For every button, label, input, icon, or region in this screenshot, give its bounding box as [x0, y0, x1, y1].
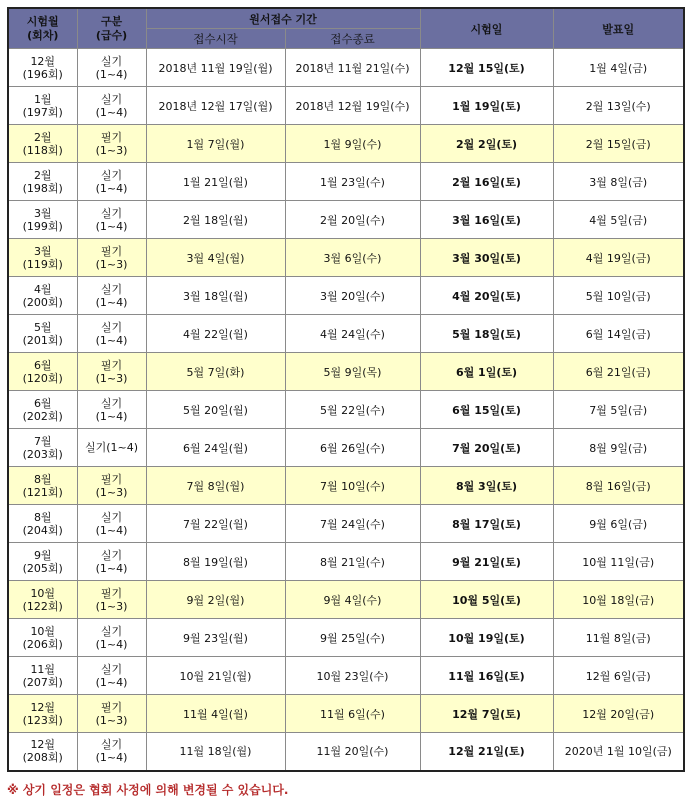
category-cell — [77, 733, 146, 771]
category: 실기 — [100, 662, 123, 676]
result-date-cell — [553, 695, 684, 733]
grade: (1~4) — [95, 637, 128, 651]
start-date: 11월 18일(월) — [179, 745, 252, 759]
start-date-cell — [146, 87, 285, 125]
month: 2월 — [33, 168, 52, 182]
table-row — [8, 619, 684, 657]
grade: (1~4) — [95, 105, 128, 119]
end-date: 1월 23일(수) — [320, 175, 385, 189]
end-date-cell — [285, 733, 420, 771]
category: 필기 — [100, 700, 123, 714]
start-date-cell — [146, 733, 285, 771]
grade: (1~3) — [95, 257, 128, 271]
table-row — [8, 581, 684, 619]
table-row — [8, 429, 684, 467]
table-row — [8, 201, 684, 239]
category-cell — [77, 467, 146, 505]
category-cell — [77, 163, 146, 201]
result-date: 4월 19일(금) — [585, 251, 651, 265]
end-date-cell — [285, 429, 420, 467]
session-cell — [8, 87, 77, 125]
month: 7월 — [33, 434, 52, 448]
exam-date-cell — [420, 657, 553, 695]
table-row — [8, 125, 684, 163]
category: 실기 — [100, 206, 123, 220]
exam-date: 9월 21일(토) — [452, 555, 521, 569]
month: 1월 — [33, 92, 52, 106]
result-date-cell — [553, 581, 684, 619]
grade: (1~4) — [95, 751, 128, 765]
end-date-cell — [285, 49, 420, 87]
start-date: 3월 4일(월) — [186, 251, 245, 265]
month: 10월 — [30, 586, 56, 600]
session-cell — [8, 619, 77, 657]
grade: (1~4) — [95, 523, 128, 537]
end-date-cell — [285, 315, 420, 353]
start-date: 11월 4일(월) — [183, 707, 248, 721]
grade: (1~3) — [95, 599, 128, 613]
header-result-date: 발표일 — [553, 8, 684, 49]
round: (205회) — [22, 561, 63, 575]
start-date: 2018년 12월 17일(월) — [158, 99, 273, 113]
footnote: ※ 상기 일정은 협회 사정에 의해 변경될 수 있습니다. — [7, 783, 289, 797]
grade: (1~4) — [95, 181, 128, 195]
table-row — [8, 49, 684, 87]
round: (118회) — [22, 143, 63, 157]
end-date: 5월 22일(수) — [320, 403, 385, 417]
round: (196회) — [22, 67, 63, 81]
month: 8월 — [33, 510, 52, 524]
exam-date: 11월 16일(토) — [448, 669, 525, 683]
schedule-body — [8, 49, 684, 771]
end-date-cell — [285, 391, 420, 429]
category: 실기 — [100, 320, 123, 334]
exam-date: 5월 18일(토) — [452, 327, 521, 341]
end-date: 11월 20일(수) — [316, 745, 389, 759]
exam-date-cell — [420, 315, 553, 353]
start-date-cell — [146, 353, 285, 391]
grade: (1~3) — [95, 143, 128, 157]
round: (207회) — [22, 675, 63, 689]
start-date-cell — [146, 581, 285, 619]
grade: (1~3) — [95, 371, 128, 385]
month: 6월 — [33, 396, 52, 410]
month: 6월 — [33, 358, 52, 372]
result-date-cell — [553, 201, 684, 239]
exam-date-cell — [420, 733, 553, 771]
end-date-cell — [285, 277, 420, 315]
round: (197회) — [22, 105, 63, 119]
start-date: 2018년 11월 19일(월) — [158, 61, 273, 75]
start-date-cell — [146, 201, 285, 239]
category-cell — [77, 391, 146, 429]
exam-date: 3월 30일(토) — [452, 251, 521, 265]
category-cell — [77, 201, 146, 239]
exam-date-cell — [420, 543, 553, 581]
end-date: 9월 25일(수) — [320, 631, 385, 645]
result-date: 6월 14일(금) — [585, 327, 651, 341]
category-cell — [77, 695, 146, 733]
result-date: 8월 9일(금) — [589, 441, 648, 455]
result-date-cell — [553, 505, 684, 543]
table-row — [8, 391, 684, 429]
round: (119회) — [22, 257, 63, 271]
exam-date-cell — [420, 87, 553, 125]
session-cell — [8, 695, 77, 733]
exam-date-cell — [420, 353, 553, 391]
end-date: 10월 23일(수) — [316, 669, 389, 683]
exam-date-cell — [420, 239, 553, 277]
grade: (1~4) — [95, 409, 128, 423]
exam-date-cell — [420, 201, 553, 239]
category-cell — [77, 429, 146, 467]
category: 실기 — [100, 54, 123, 68]
start-date: 1월 21일(월) — [183, 175, 248, 189]
session-cell — [8, 467, 77, 505]
month: 3월 — [33, 206, 52, 220]
start-date: 5월 20일(월) — [183, 403, 248, 417]
session-cell — [8, 429, 77, 467]
start-date-cell — [146, 429, 285, 467]
end-date: 5월 9일(목) — [323, 365, 382, 379]
result-date: 9월 6일(금) — [589, 517, 648, 531]
round: (120회) — [22, 371, 63, 385]
exam-date: 2월 16일(토) — [452, 175, 521, 189]
start-date: 9월 2일(월) — [186, 593, 245, 607]
grade: (1~4) — [95, 675, 128, 689]
result-date: 6월 21일(금) — [585, 365, 651, 379]
month: 8월 — [33, 472, 52, 486]
exam-date: 12월 15일(토) — [448, 61, 525, 75]
session-cell — [8, 49, 77, 87]
result-date: 7월 5일(금) — [589, 403, 648, 417]
result-date: 4월 5일(금) — [589, 213, 648, 227]
exam-date-cell — [420, 581, 553, 619]
category: 실기(1~4) — [84, 441, 139, 454]
session-cell — [8, 163, 77, 201]
start-date-cell — [146, 125, 285, 163]
result-date: 3월 8일(금) — [589, 175, 648, 189]
end-date: 6월 26일(수) — [320, 441, 385, 455]
end-date: 11월 6일(수) — [320, 707, 385, 721]
exam-schedule-table — [7, 7, 685, 772]
start-date-cell — [146, 239, 285, 277]
result-date-cell — [553, 49, 684, 87]
category-cell — [77, 277, 146, 315]
result-date-cell — [553, 733, 684, 771]
round: (200회) — [22, 295, 63, 309]
exam-date-cell — [420, 695, 553, 733]
start-date-cell — [146, 163, 285, 201]
category-cell — [77, 125, 146, 163]
start-date: 10월 21일(월) — [179, 669, 252, 683]
exam-date-cell — [420, 429, 553, 467]
start-date: 9월 23일(월) — [183, 631, 248, 645]
round: (122회) — [22, 599, 63, 613]
end-date: 2018년 12월 19일(수) — [295, 99, 410, 113]
session-cell — [8, 505, 77, 543]
result-date-cell — [553, 391, 684, 429]
category: 필기 — [100, 244, 123, 258]
exam-date: 12월 7일(토) — [452, 707, 521, 721]
round: (204회) — [22, 523, 63, 537]
start-date: 7월 22일(월) — [183, 517, 248, 531]
table-row — [8, 505, 684, 543]
end-date-cell — [285, 657, 420, 695]
result-date: 10월 18일(금) — [582, 593, 655, 607]
header-session: 시험월 (회차) — [8, 8, 77, 49]
session-cell — [8, 657, 77, 695]
header-application-end: 접수종료 — [285, 29, 420, 49]
category: 필기 — [100, 130, 123, 144]
result-date-cell — [553, 87, 684, 125]
session-cell — [8, 353, 77, 391]
exam-date: 6월 1일(토) — [455, 365, 518, 379]
month: 12월 — [30, 54, 56, 68]
result-date: 1월 4일(금) — [589, 61, 648, 75]
session-cell — [8, 581, 77, 619]
start-date: 3월 18일(월) — [183, 289, 248, 303]
category: 실기 — [100, 548, 123, 562]
end-date-cell — [285, 353, 420, 391]
header-application-period: 원서접수 기간 — [146, 8, 420, 29]
category: 실기 — [100, 92, 123, 106]
header-category: 구분 (급수) — [77, 8, 146, 49]
end-date: 9월 4일(수) — [323, 593, 382, 607]
round: (202회) — [22, 409, 63, 423]
month: 4월 — [33, 282, 52, 296]
category: 실기 — [100, 282, 123, 296]
round: (201회) — [22, 333, 63, 347]
session-cell — [8, 543, 77, 581]
category-cell — [77, 49, 146, 87]
exam-date-cell — [420, 163, 553, 201]
result-date-cell — [553, 239, 684, 277]
category-cell — [77, 87, 146, 125]
result-date: 10월 11일(금) — [582, 555, 655, 569]
table-row — [8, 277, 684, 315]
start-date-cell — [146, 505, 285, 543]
category: 실기 — [100, 624, 123, 638]
result-date-cell — [553, 125, 684, 163]
result-date-cell — [553, 353, 684, 391]
end-date-cell — [285, 163, 420, 201]
table-row — [8, 657, 684, 695]
month: 12월 — [30, 700, 56, 714]
result-date-cell — [553, 429, 684, 467]
end-date: 4월 24일(수) — [320, 327, 385, 341]
table-row — [8, 87, 684, 125]
exam-date-cell — [420, 125, 553, 163]
grade: (1~3) — [95, 713, 128, 727]
grade: (1~4) — [95, 561, 128, 575]
header-application-start: 접수시작 — [146, 29, 285, 49]
end-date-cell — [285, 125, 420, 163]
start-date-cell — [146, 695, 285, 733]
round: (208회) — [22, 751, 63, 765]
session-cell — [8, 201, 77, 239]
category-cell — [77, 657, 146, 695]
grade: (1~4) — [95, 219, 128, 233]
exam-date-cell — [420, 391, 553, 429]
result-date: 2월 13일(수) — [585, 99, 651, 113]
header-exam-date: 시험일 — [420, 8, 553, 49]
end-date: 3월 6일(수) — [323, 251, 382, 265]
grade: (1~3) — [95, 485, 128, 499]
table-row — [8, 467, 684, 505]
round: (206회) — [22, 637, 63, 651]
result-date: 5월 10일(금) — [585, 289, 651, 303]
exam-date-cell — [420, 505, 553, 543]
result-date-cell — [553, 619, 684, 657]
exam-date: 4월 20일(토) — [452, 289, 521, 303]
start-date-cell — [146, 619, 285, 657]
session-cell — [8, 733, 77, 771]
table-row — [8, 695, 684, 733]
end-date: 7월 24일(수) — [320, 517, 385, 531]
exam-date-cell — [420, 49, 553, 87]
start-date-cell — [146, 467, 285, 505]
grade: (1~4) — [95, 295, 128, 309]
exam-date: 12월 21일(토) — [448, 745, 525, 759]
round: (198회) — [22, 181, 63, 195]
round: (203회) — [22, 447, 63, 461]
exam-date: 8월 3일(토) — [455, 479, 518, 493]
session-cell — [8, 391, 77, 429]
result-date-cell — [553, 467, 684, 505]
schedule-container — [7, 7, 683, 772]
end-date: 3월 20일(수) — [320, 289, 385, 303]
session-cell — [8, 277, 77, 315]
end-date: 2월 20일(수) — [320, 213, 385, 227]
start-date-cell — [146, 391, 285, 429]
end-date-cell — [285, 505, 420, 543]
month: 11월 — [30, 662, 56, 676]
category-cell — [77, 543, 146, 581]
category: 실기 — [100, 168, 123, 182]
category-cell — [77, 353, 146, 391]
start-date: 6월 24일(월) — [183, 441, 248, 455]
month: 12월 — [30, 738, 56, 752]
table-row — [8, 353, 684, 391]
category: 필기 — [100, 472, 123, 486]
start-date: 5월 7일(화) — [186, 365, 245, 379]
category: 필기 — [100, 586, 123, 600]
start-date-cell — [146, 315, 285, 353]
end-date: 2018년 11월 21일(수) — [295, 61, 410, 75]
month: 5월 — [33, 320, 52, 334]
round: (121회) — [22, 485, 63, 499]
round: (123회) — [22, 713, 63, 727]
category-cell — [77, 619, 146, 657]
grade: (1~4) — [95, 67, 128, 81]
grade: (1~4) — [95, 333, 128, 347]
start-date-cell — [146, 49, 285, 87]
result-date: 2020년 1월 10일(금) — [564, 745, 672, 759]
exam-date: 6월 15일(토) — [452, 403, 521, 417]
exam-date: 8월 17일(토) — [452, 517, 521, 531]
table-row — [8, 163, 684, 201]
table-row — [8, 733, 684, 771]
exam-date-cell — [420, 277, 553, 315]
category-cell — [77, 581, 146, 619]
month: 2월 — [33, 130, 52, 144]
end-date-cell — [285, 87, 420, 125]
start-date-cell — [146, 543, 285, 581]
month: 3월 — [33, 244, 52, 258]
end-date-cell — [285, 201, 420, 239]
exam-date-cell — [420, 619, 553, 657]
result-date: 11월 8일(금) — [585, 631, 651, 645]
exam-date: 3월 16일(토) — [452, 213, 521, 227]
exam-date: 10월 19일(토) — [448, 631, 525, 645]
start-date: 2월 18일(월) — [183, 213, 248, 227]
result-date-cell — [553, 657, 684, 695]
start-date: 7월 8일(월) — [186, 479, 245, 493]
result-date-cell — [553, 163, 684, 201]
end-date: 1월 9일(수) — [323, 137, 382, 151]
start-date: 1월 7일(월) — [186, 137, 245, 151]
session-cell — [8, 315, 77, 353]
exam-date: 10월 5일(토) — [452, 593, 521, 607]
end-date-cell — [285, 543, 420, 581]
table-row — [8, 543, 684, 581]
result-date-cell — [553, 315, 684, 353]
category: 실기 — [100, 510, 123, 524]
result-date: 8월 16일(금) — [585, 479, 651, 493]
exam-date: 2월 2일(토) — [455, 137, 518, 151]
start-date-cell — [146, 657, 285, 695]
start-date: 8월 19일(월) — [183, 555, 248, 569]
result-date: 2월 15일(금) — [585, 137, 651, 151]
result-date-cell — [553, 277, 684, 315]
end-date-cell — [285, 695, 420, 733]
result-date: 12월 20일(금) — [582, 707, 655, 721]
result-date-cell — [553, 543, 684, 581]
start-date: 4월 22일(월) — [183, 327, 248, 341]
end-date-cell — [285, 239, 420, 277]
result-date: 12월 6일(금) — [585, 669, 651, 683]
category-cell — [77, 505, 146, 543]
end-date-cell — [285, 467, 420, 505]
category: 실기 — [100, 396, 123, 410]
end-date-cell — [285, 581, 420, 619]
table-row — [8, 315, 684, 353]
category: 실기 — [100, 738, 123, 752]
end-date: 7월 10일(수) — [320, 479, 385, 493]
table-row — [8, 239, 684, 277]
round: (199회) — [22, 219, 63, 233]
session-cell — [8, 239, 77, 277]
category-cell — [77, 315, 146, 353]
month: 9월 — [33, 548, 52, 562]
end-date: 8월 21일(수) — [320, 555, 385, 569]
session-cell — [8, 125, 77, 163]
exam-date: 7월 20일(토) — [452, 441, 521, 455]
exam-date-cell — [420, 467, 553, 505]
end-date-cell — [285, 619, 420, 657]
category-cell — [77, 239, 146, 277]
category: 필기 — [100, 358, 123, 372]
exam-date: 1월 19일(토) — [452, 99, 521, 113]
start-date-cell — [146, 277, 285, 315]
month: 10월 — [30, 624, 56, 638]
